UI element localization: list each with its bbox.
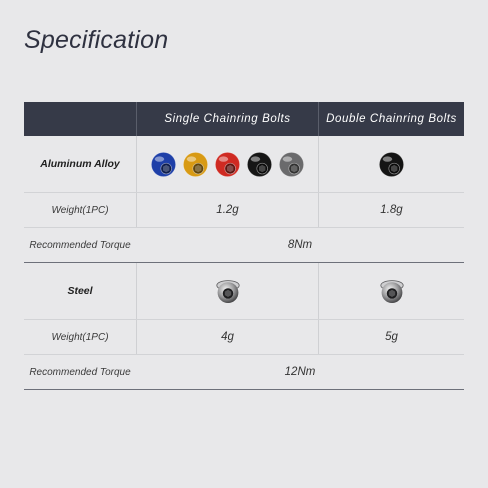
- aluminum-single-bolt-group: [150, 151, 305, 178]
- aluminum-bolt-icon: [182, 151, 209, 178]
- header-single-chainring: Single Chainring Bolts: [136, 102, 318, 136]
- table-header: [24, 102, 464, 136]
- aluminum-bolt-icon: [246, 151, 273, 178]
- aluminum-weight-label: Weight(1PC): [51, 204, 109, 216]
- header-blank-cell: [24, 102, 136, 136]
- page-title: Specification: [24, 26, 169, 54]
- steel-bolt-icon: [376, 275, 408, 307]
- aluminum-bolt-icon: [378, 151, 405, 178]
- steel-torque-label: Recommended Torque: [29, 366, 131, 378]
- steel-image-row: [24, 263, 464, 320]
- aluminum-single-bolts: [136, 136, 318, 192]
- aluminum-torque-label: Recommended Torque: [29, 239, 131, 251]
- aluminum-bolt-icon: [278, 151, 305, 178]
- aluminum-weight-row: [24, 193, 464, 228]
- aluminum-image-row: [24, 136, 464, 193]
- steel-bolt-icon: [212, 275, 244, 307]
- aluminum-torque-row: [24, 228, 464, 263]
- steel-single-bolt: [136, 263, 318, 319]
- aluminum-double-bolt-group: [378, 151, 405, 178]
- aluminum-material-label: Aluminum Alloy: [40, 158, 120, 170]
- steel-single-bolt-group: [212, 275, 244, 307]
- aluminum-bolt-icon: [150, 151, 177, 178]
- steel-double-bolt-group: [376, 275, 408, 307]
- steel-double-bolt: [318, 263, 464, 319]
- header-double-chainring: Double Chainring Bolts: [318, 102, 464, 136]
- aluminum-weight-single: 1.2g: [136, 193, 318, 227]
- aluminum-torque-value: 8Nm: [287, 239, 313, 251]
- aluminum-double-bolts: [318, 136, 464, 192]
- steel-torque-row: [24, 355, 464, 390]
- steel-weight-label: Weight(1PC): [51, 331, 109, 343]
- steel-weight-row: [24, 320, 464, 355]
- aluminum-bolt-icon: [214, 151, 241, 178]
- steel-torque-value: 12Nm: [284, 366, 316, 378]
- aluminum-weight-double: 1.8g: [318, 193, 464, 227]
- steel-material-label: Steel: [67, 285, 93, 297]
- steel-weight-single: 4g: [136, 320, 318, 354]
- spec-table: [24, 102, 464, 390]
- steel-weight-double: 5g: [318, 320, 464, 354]
